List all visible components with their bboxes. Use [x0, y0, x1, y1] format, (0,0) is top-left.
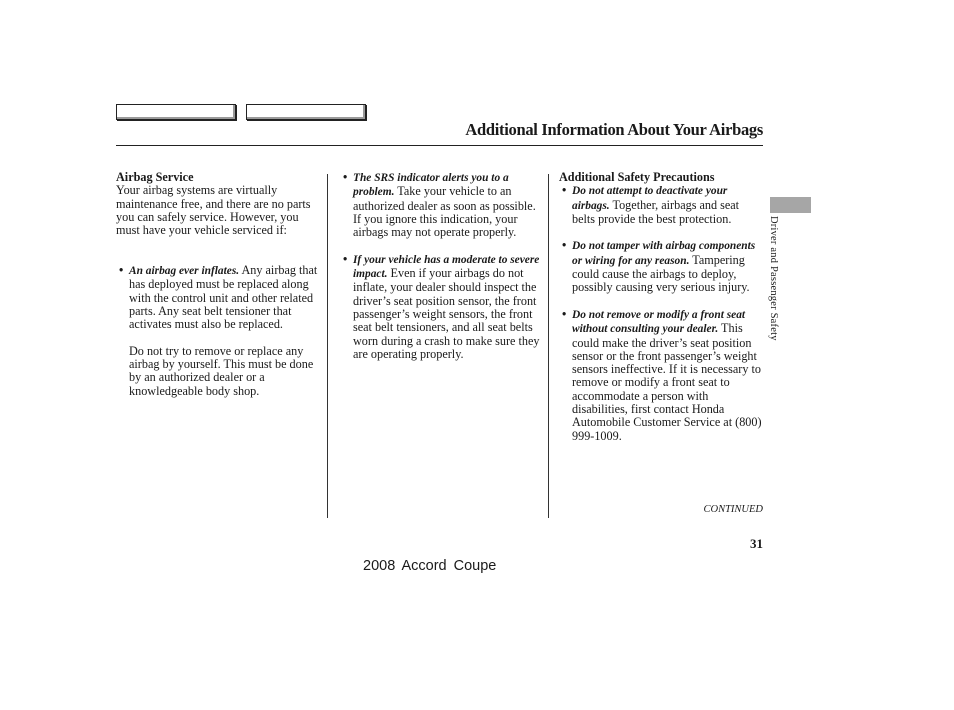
- column-airbag-service: [116, 171, 322, 398]
- section-heading-safety-precautions: Additional Safety Precautions: [559, 170, 715, 184]
- bullet-lead: The SRS indicator alerts you to a problem.: [353, 172, 509, 199]
- list-item: [559, 239, 765, 294]
- section-tab-label: Driver and Passenger Safety: [768, 216, 779, 341]
- section-heading-airbag-service: Airbag Service: [116, 170, 194, 184]
- bullet-icon: •: [562, 306, 567, 321]
- bullet-icon: •: [562, 238, 567, 253]
- column-divider: [548, 174, 549, 518]
- continued-label: CONTINUED: [703, 504, 763, 515]
- bullet-lead: Do not attempt to deactivate your airbags.: [572, 185, 728, 212]
- bullet-text: Even if your airbags do not inflate, your dealer should inspect the driver’s seat position sensor, the front passenger’s weight sensors, the front seat belt tensioners, and all seat belts worn during a crash to make sure they are operating properly.: [353, 266, 540, 361]
- bullet-lead: Do not tamper with airbag components or wiring for any reason.: [572, 240, 756, 267]
- column-safety-precautions: [559, 171, 765, 443]
- bullet-text: This could make the driver’s seat position sensor or the front passenger’s weight sensors ineffective. If it is necessary to remove or modify a front seat to accommodate a person with disabilities, first contact Honda Automobile Customer Service at (800) 999-1009.: [572, 321, 762, 443]
- bullet-lead: If your vehicle has a moderate to severe impact.: [353, 253, 540, 281]
- page-number: 31: [750, 536, 763, 551]
- bullet-text: Together, airbags and seat belts provide the best protection.: [572, 197, 740, 226]
- bullet-text: Any airbag that has deployed must be replaced along with the control unit and other related parts. Any seat belt tensioner that activates must also be replaced.: [129, 263, 318, 332]
- bullet-text: Take your vehicle to an authorized dealer as soon as possible. If you ignore this indication, your airbags may not operate properly.: [353, 184, 536, 240]
- airbag-service-intro: Your airbag systems are virtually maintenance free, and there are no parts you can safely service. However, you must have your vehicle serviced if:: [116, 183, 311, 238]
- title-divider: [116, 145, 763, 146]
- list-item: [116, 264, 322, 331]
- bullet-icon: •: [562, 183, 567, 198]
- section-tab-marker[interactable]: [770, 197, 811, 213]
- list-item: [340, 253, 540, 361]
- list-item: [340, 171, 540, 239]
- airbag-service-note: Do not try to remove or replace any airbag by yourself. This must be done by an authorized dealer or a knowledgeable body shop.: [129, 343, 314, 398]
- bullet-icon: •: [119, 263, 124, 278]
- list-item: [559, 308, 765, 443]
- next-page-button[interactable]: [246, 104, 366, 120]
- bullet-icon: •: [343, 251, 348, 266]
- bullet-lead: Do not remove or modify a front seat without consulting your dealer.: [572, 308, 746, 336]
- bullet-icon: •: [343, 170, 348, 184]
- bullet-text: Tampering could cause the airbags to deploy, possibly causing very serious injury.: [572, 252, 750, 295]
- column-divider: [327, 174, 328, 518]
- list-item: [559, 184, 765, 226]
- page-title: Additional Information About Your Airbags: [465, 120, 763, 139]
- footer-model-label: 2008 Accord Coupe: [363, 558, 497, 574]
- previous-page-button[interactable]: [116, 104, 236, 120]
- bullet-lead: An airbag ever inflates.: [129, 265, 240, 278]
- column-service-conditions: [340, 171, 540, 361]
